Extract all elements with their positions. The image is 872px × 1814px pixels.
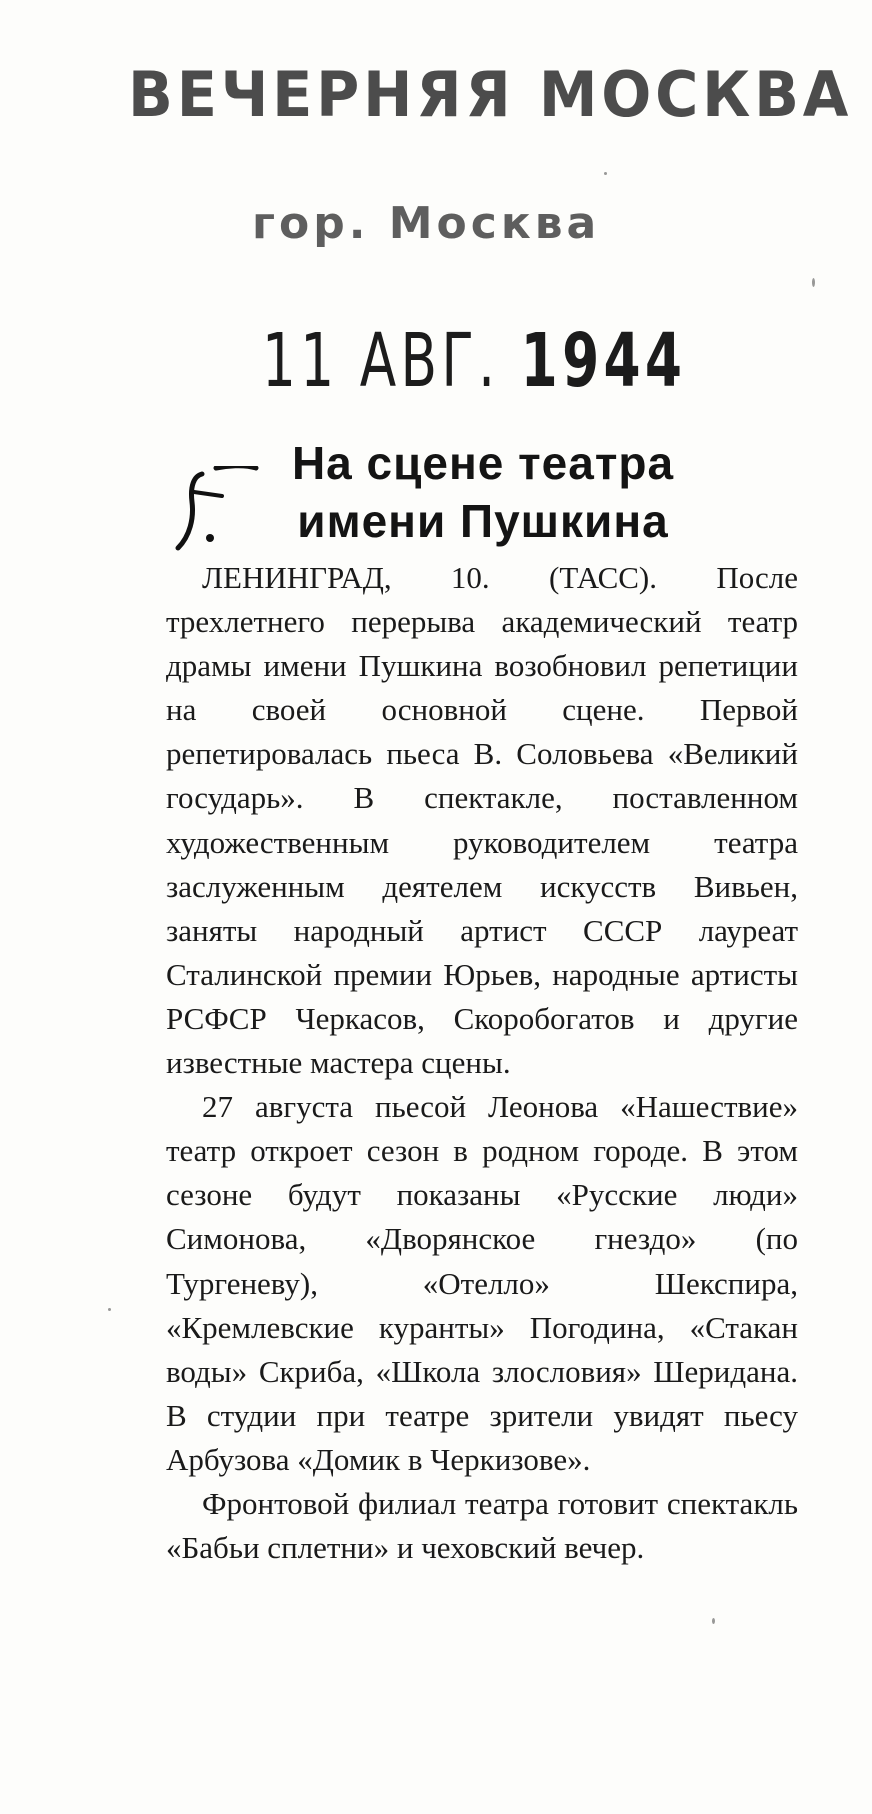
print-speck [604, 172, 607, 175]
date-stamp-year: 1944 [520, 318, 687, 404]
print-speck [812, 278, 815, 287]
headline-line-2: имени Пушкина [297, 495, 669, 547]
print-speck [108, 1308, 111, 1311]
headline-line-1: На сцене театра [291, 437, 675, 489]
article-headline [268, 434, 698, 550]
date-stamp-day-month: 11 АВГ. [262, 318, 500, 404]
article-body [166, 556, 798, 1570]
print-speck [712, 1618, 715, 1624]
date-stamp [262, 318, 686, 404]
city-stamp: гор. Москва [252, 198, 601, 249]
article-paragraph-1: ЛЕНИНГРАД, 10. (ТАСС). После трехлетнего перерыва академический театр драмы имени Пушкина возобновил репетиции на своей основной сцене. Первой репетировалась пьеса В. Соловьева «Великий государь». В спектакле, поставленном художественным руководителем театра заслуженным деятелем искусств Вивьен, заняты народный артист СССР лауреат Сталинской премии Юрьев, народные артисты РСФСР Черкасов, Скоробогатов и другие известные мастера сцены. [166, 560, 798, 1081]
handwritten-mark-icon [164, 466, 264, 556]
newspaper-name-stamp: ВЕЧЕРНЯЯ МОСКВА [128, 58, 853, 131]
article-paragraph-2: 27 августа пьесой Леонова «Нашествие» театр откроет сезон в родном городе. В этом сезоне будут показаны «Русские люди» Симонова, «Дворянское гнездо» (по Тургеневу), «Отелло» Шекспира, «Кремлевские куранты» Погодина, «Стакан воды» Скриба, «Школа злословия» Шеридана. В студии при театре зрители увидят пьесу Арбузова «Домик в Черкизове». [166, 1089, 798, 1477]
article-paragraph-3: Фронтовой филиал театра готовит спектакль «Бабьи сплетни» и чеховский вечер. [166, 1485, 798, 1566]
